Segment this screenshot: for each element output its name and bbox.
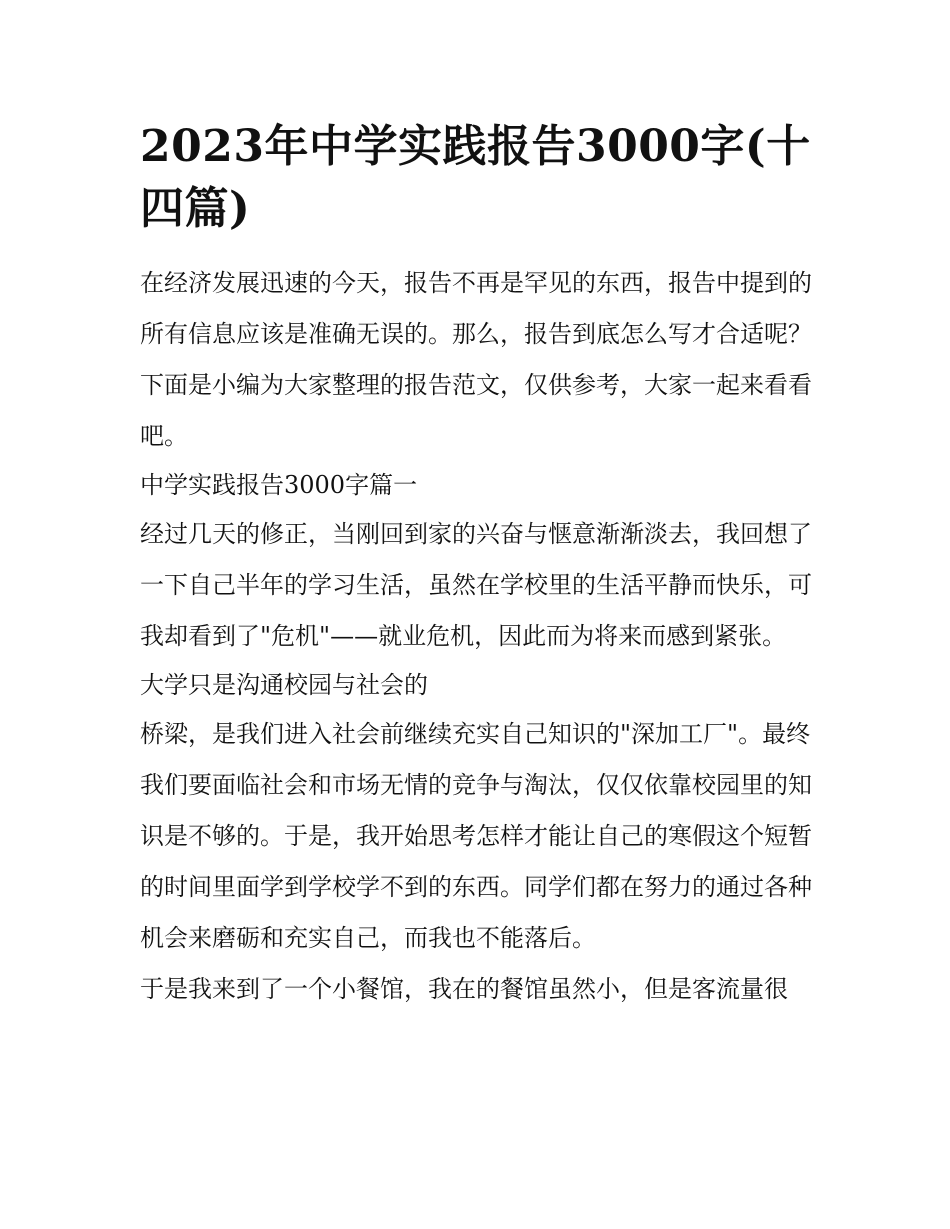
body-paragraph: 大学只是沟通校园与社会的 bbox=[140, 671, 428, 699]
document-title: 2023年中学实践报告3000字(十四篇) bbox=[140, 121, 811, 234]
intro-paragraph: 在经济发展迅速的今天，报告不再是罕见的东西，报告中提到的所有信息应该是准确无误的。那么，报告到底怎么写才合适呢？下面是小编为大家整理的报告范文，仅供参考，大家一起来看看吧。 bbox=[140, 269, 812, 450]
document-body bbox=[140, 258, 812, 1015]
body-paragraph: 桥梁，是我们进入社会前继续充实自己知识的"深加工厂"。最终我们要面临社会和市场无情的竞争与淘汰，仅仅依靠校园里的知识是不够的。于是，我开始思考怎样才能让自己的寒假这个短暂的时间里面学到学校学不到的东西。同学们都在努力的通过各种机会来磨砺和充实自己，而我也不能落后。 bbox=[140, 720, 812, 952]
section-heading: 中学实践报告3000字篇一 bbox=[140, 471, 418, 499]
body-paragraph: 于是我来到了一个小餐馆，我在的餐馆虽然小，但是客流量很 bbox=[140, 975, 788, 1003]
body-paragraph: 经过几天的修正，当刚回到家的兴奋与惬意渐渐淡去，我回想了一下自己半年的学习生活，虽然在学校里的生活平静而快乐，可我却看到了"危机"——就业危机，因此而为将来而感到紧张。 bbox=[140, 520, 812, 650]
document-content bbox=[140, 116, 812, 1015]
